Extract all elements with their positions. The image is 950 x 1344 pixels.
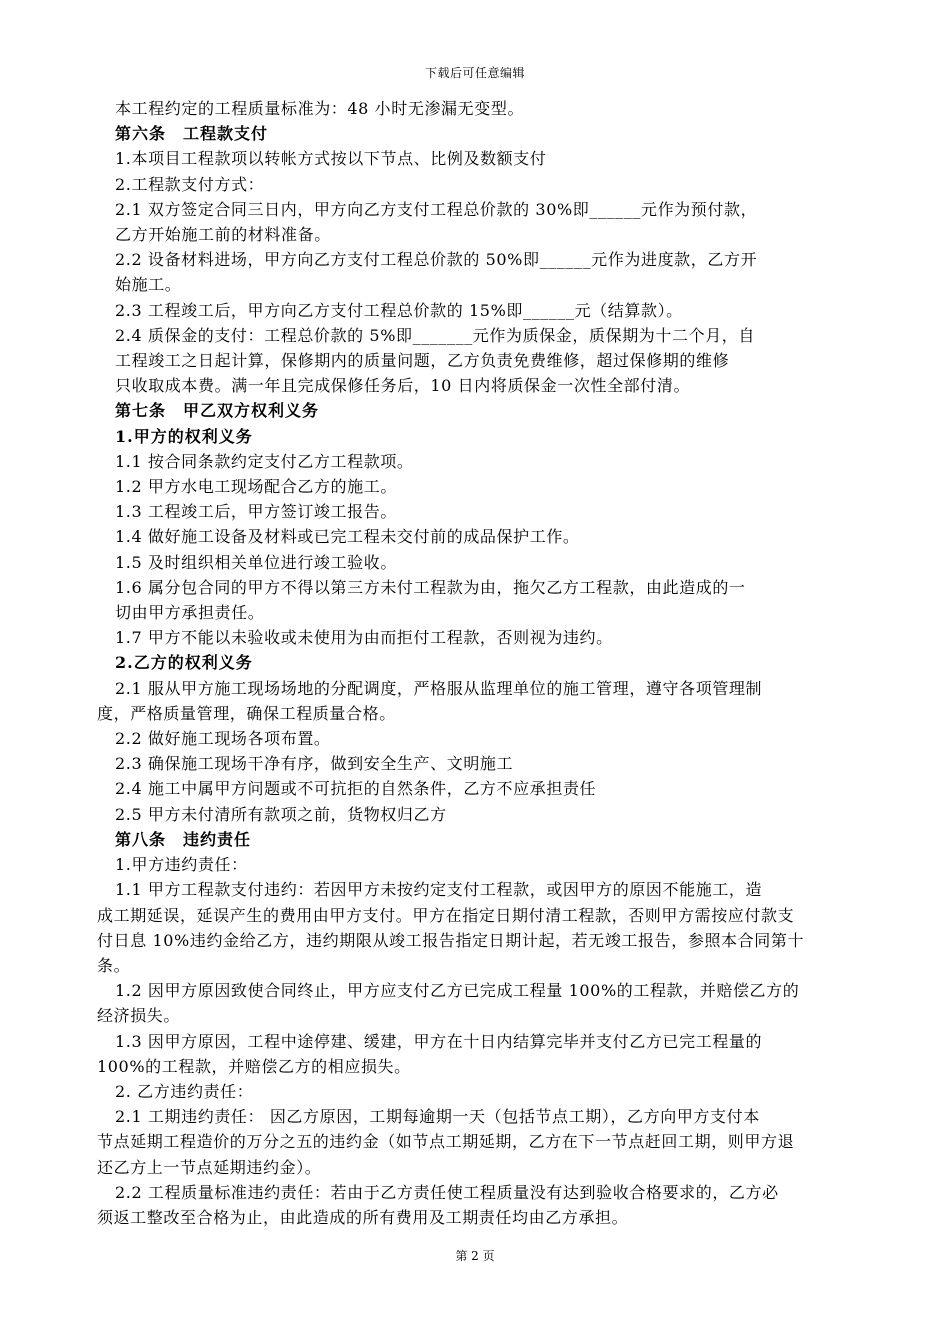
text-line: 乙方开始施工前的材料准备。 — [115, 225, 331, 245]
text-line: 2.1 双方签定合同三日内，甲方向乙方支付工程总价款的 30%即______元作为预付款， — [115, 199, 758, 219]
text-line: 1.3 工程竣工后，甲方签订竣工报告。 — [115, 502, 397, 522]
text-line: 2.2 做好施工现场各项布置。 — [115, 729, 331, 749]
text-line: 1.1 甲方工程款支付违约：若因甲方未按约定支付工程款，或因甲方的原因不能施工，造 — [115, 880, 763, 900]
text-line: 2.2 工程质量标准违约责任：若由于乙方责任使工程质量没有达到验收合格要求的，乙方必 — [115, 1182, 779, 1202]
text-line: 度，严格质量管理，确保工程质量合格。 — [97, 703, 396, 723]
text-line: 成工期延误，延误产生的费用由甲方支付。甲方在指定日期付清工程款，否则甲方需按应付款支 — [97, 905, 795, 925]
section-heading: 第六条 工程款支付 — [115, 124, 269, 144]
text-line: 1.4 做好施工设备及材料或已完工程未交付前的成品保护工作。 — [115, 527, 580, 547]
text-line: 本工程约定的工程质量标准为：48 小时无渗漏无变型。 — [115, 99, 525, 118]
text-line: 2.工程款支付方式： — [115, 174, 265, 194]
text-line: 2.1 服从甲方施工现场场地的分配调度，严格服从监理单位的施工管理，遵守各项管理制 — [115, 678, 763, 698]
text-line: 1.1 按合同条款约定支付乙方工程款项。 — [115, 451, 414, 471]
document-body — [97, 96, 855, 1230]
section-heading: 2.乙方的权利义务 — [115, 653, 253, 673]
section-heading: 第八条 违约责任 — [115, 829, 252, 849]
section-heading: 第七条 甲乙双方权利义务 — [115, 401, 320, 421]
text-line: 2.5 甲方未付清所有款项之前，货物权归乙方 — [115, 804, 447, 824]
text-line: 须返工整改至合格为止，由此造成的所有费用及工期责任均由乙方承担。 — [97, 1207, 629, 1227]
text-line: 1.5 及时组织相关单位进行竣工验收。 — [115, 552, 397, 572]
page-header: 下载后可任意编辑 — [424, 66, 525, 80]
text-line: 还乙方上一节点延期违约金）。 — [97, 1157, 322, 1177]
text-line: 2.4 施工中属甲方问题或不可抗拒的自然条件，乙方不应承担责任 — [115, 779, 597, 799]
text-line: 始施工。 — [115, 275, 182, 295]
text-line: 节点延期工程造价的万分之五的违约金（如节点工期延期，乙方在下一节点赶回工期，则甲方退 — [97, 1132, 795, 1152]
section-heading: 1.甲方的权利义务 — [115, 426, 253, 446]
text-line: 只收取成本费。满一年且完成保修任务后，10 日内将质保金一次性全部付清。 — [115, 376, 691, 396]
text-line: 1.本项目工程款项以转帐方式按以下节点、比例及数额支付 — [115, 149, 547, 169]
text-line: 100%的工程款，并赔偿乙方的相应损失。 — [97, 1056, 411, 1076]
text-line: 1.7 甲方不能以未验收或未使用为由而拒付工程款，否则视为违约。 — [115, 628, 613, 648]
page-number: 第 2 页 — [455, 1249, 495, 1263]
text-line: 1.2 因甲方原因致使合同终止，甲方应支付乙方已完成工程量 100%的工程款，并赔偿乙方的 — [115, 981, 800, 1001]
text-line: 2.4 质保金的支付：工程总价款的 5%即_______元作为质保金，质保期为十二个月，自 — [115, 325, 756, 345]
text-line: 切由甲方承担责任。 — [115, 603, 265, 623]
text-line: 1.2 甲方水电工现场配合乙方的施工。 — [115, 477, 397, 497]
text-line: 2.3 确保施工现场干净有序，做到安全生产、文明施工 — [115, 754, 514, 774]
text-line: 条。 — [97, 955, 131, 975]
text-line: 2.1 工期违约责任： 因乙方原因，工期每逾期一天（包括节点工期），乙方向甲方支付本 — [115, 1107, 760, 1127]
text-line: 工程竣工之日起计算，保修期内的质量问题，乙方负责免费维修，超过保修期的维修 — [115, 351, 730, 371]
text-line: 2. 乙方违约责任： — [115, 1081, 254, 1101]
text-line: 2.2 设备材料进场，甲方向乙方支付工程总价款的 50%即______元作为进度款，乙方开 — [115, 250, 758, 270]
text-line: 1.甲方违约责任： — [115, 855, 248, 875]
text-line: 经济损失。 — [97, 1006, 181, 1026]
text-line: 2.3 工程竣工后，甲方向乙方支付工程总价款的 15%即______元（结算款）。 — [115, 300, 683, 320]
text-line: 付日息 10%违约金给乙方，违约期限从竣工报告指定日期计起，若无竣工报告，参照本合同第十 — [97, 930, 805, 950]
text-line: 1.3 因甲方原因，工程中途停建、缓建，甲方在十日内结算完毕并支付乙方已完工程量的 — [115, 1031, 763, 1051]
text-line: 1.6 属分包合同的甲方不得以第三方未付工程款为由，拖欠乙方工程款，由此造成的一 — [115, 577, 746, 597]
